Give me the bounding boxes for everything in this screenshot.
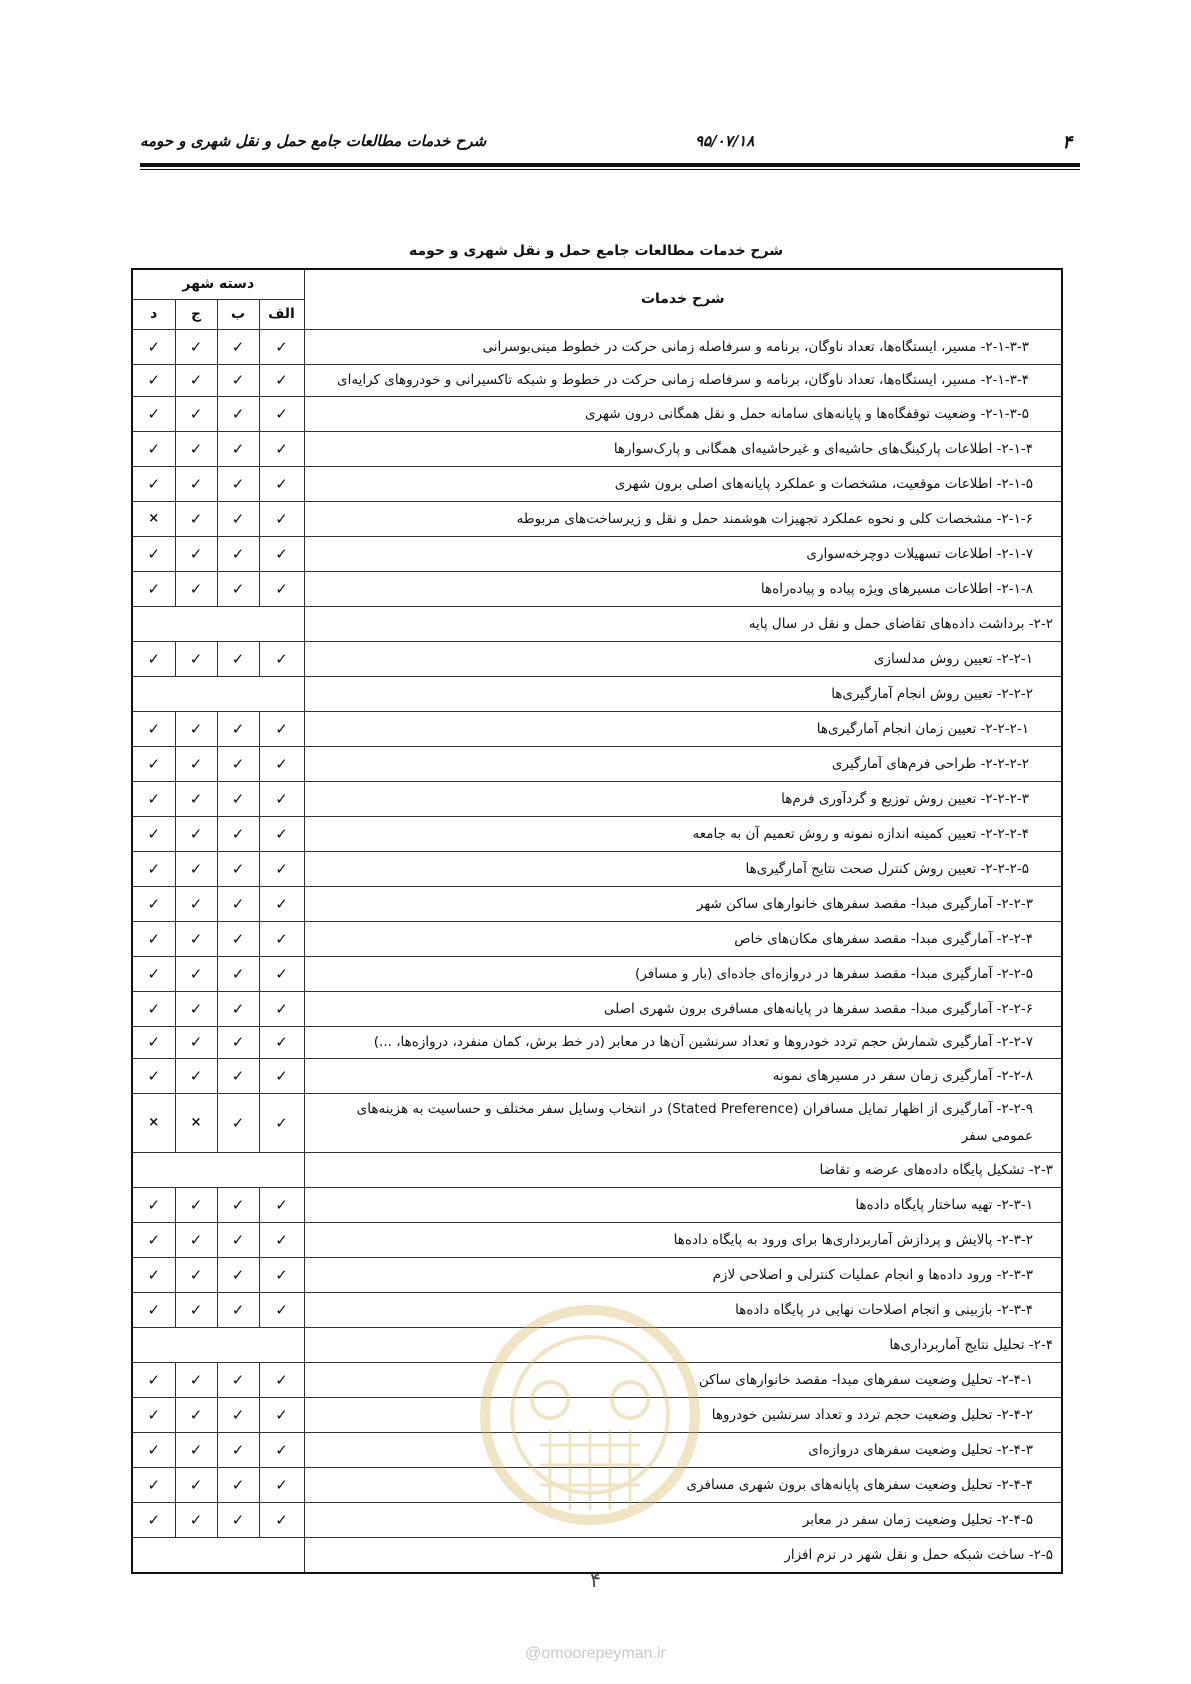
mark-be-cell: ✓ bbox=[217, 641, 259, 676]
services-table-body bbox=[132, 329, 1062, 1573]
mark-be-cell: ✓ bbox=[217, 991, 259, 1026]
service-description: ۲-۴- تحلیل نتایج آماربرداری‌ها bbox=[304, 1327, 1062, 1362]
mark-be-cell: ✓ bbox=[217, 1187, 259, 1222]
service-description: ۲-۴-۲- تحلیل وضعیت حجم تردد و تعداد سرنشین خودروها bbox=[304, 1397, 1062, 1432]
service-description: ۲-۱-۸- اطلاعات مسیرهای ویژه پیاده و پیاده‌راه‌ها bbox=[304, 571, 1062, 606]
table-row bbox=[132, 676, 1062, 711]
table-row bbox=[132, 1467, 1062, 1502]
table-row bbox=[132, 1397, 1062, 1432]
mark-be-cell: ✓ bbox=[217, 501, 259, 536]
mark-alef-cell: ✓ bbox=[259, 746, 304, 781]
mark-dal-cell: ✓ bbox=[132, 329, 175, 364]
mark-dal-cell: ✓ bbox=[132, 1222, 175, 1257]
mark-dal-cell: ✓ bbox=[132, 466, 175, 501]
mark-dal-cell: ✓ bbox=[132, 956, 175, 991]
mark-alef-cell: ✓ bbox=[259, 991, 304, 1026]
table-row bbox=[132, 816, 1062, 851]
table-caption: شرح خدمات مطالعات جامع حمل و نقل شهری و حومه bbox=[408, 243, 783, 259]
mark-be-cell: ✓ bbox=[217, 1432, 259, 1467]
mark-dal-cell: ✓ bbox=[132, 781, 175, 816]
table-row bbox=[132, 1187, 1062, 1222]
mark-dal-cell: ✓ bbox=[132, 431, 175, 466]
mark-alef-cell: ✓ bbox=[259, 1187, 304, 1222]
table-row bbox=[132, 431, 1062, 466]
service-description: ۲-۱-۵- اطلاعات موقعیت، مشخصات و عملکرد پایانه‌های اصلی برون شهری bbox=[304, 466, 1062, 501]
footer-watermark-url: @omoorepeyman.ir bbox=[525, 1645, 666, 1662]
services-table-wrapper bbox=[131, 268, 1061, 1574]
mark-jim-cell: ✓ bbox=[175, 1467, 217, 1502]
service-description: ۲-۲-۲-۲- طراحی فرم‌های آمارگیری bbox=[304, 746, 1062, 781]
table-row bbox=[132, 1362, 1062, 1397]
page-header bbox=[140, 128, 1080, 158]
service-description: ۲-۳-۳- ورود داده‌ها و انجام عملیات کنترلی و اصلاحی لازم bbox=[304, 1257, 1062, 1292]
table-row bbox=[132, 1257, 1062, 1292]
mark-jim-cell: ✓ bbox=[175, 329, 217, 364]
mark-dal-cell: ✓ bbox=[132, 1257, 175, 1292]
table-row bbox=[132, 1152, 1062, 1187]
mark-jim-cell: ✓ bbox=[175, 746, 217, 781]
empty-category-cell bbox=[132, 606, 304, 641]
mark-dal-cell: ✓ bbox=[132, 1432, 175, 1467]
mark-alef-cell: ✓ bbox=[259, 501, 304, 536]
mark-alef-cell: ✓ bbox=[259, 1397, 304, 1432]
table-row bbox=[132, 1432, 1062, 1467]
mark-alef-cell: ✓ bbox=[259, 816, 304, 851]
mark-jim-cell: ✓ bbox=[175, 641, 217, 676]
mark-dal-cell: ✓ bbox=[132, 641, 175, 676]
mark-alef-cell: ✓ bbox=[259, 956, 304, 991]
service-description: ۲-۳- تشکیل پایگاه داده‌های عرضه و تقاضا bbox=[304, 1152, 1062, 1187]
mark-be-cell: ✓ bbox=[217, 816, 259, 851]
mark-jim-cell: ✓ bbox=[175, 1397, 217, 1432]
mark-be-cell: ✓ bbox=[217, 1026, 259, 1058]
mark-jim-cell: ✓ bbox=[175, 1432, 217, 1467]
mark-jim-cell: ✓ bbox=[175, 956, 217, 991]
mark-alef-cell: ✓ bbox=[259, 364, 304, 396]
service-description: ۲-۲-۸- آمارگیری زمان سفر در مسیرهای نمونه bbox=[304, 1058, 1062, 1093]
header-rule-thin bbox=[140, 169, 1080, 170]
service-description: ۲-۲-۲-۵- تعیین روش کنترل صحت نتایج آمارگیری‌ها bbox=[304, 851, 1062, 886]
mark-dal-cell: ✓ bbox=[132, 816, 175, 851]
service-description: ۲-۳-۲- پالایش و پردازش آماربرداری‌ها برای ورود به پایگاه داده‌ها bbox=[304, 1222, 1062, 1257]
service-description: ۲-۳-۴- بازبینی و انجام اصلاحات نهایی در پایگاه داده‌ها bbox=[304, 1292, 1062, 1327]
mark-jim-cell: ✓ bbox=[175, 816, 217, 851]
service-description: ۲-۲-۷- آمارگیری شمارش حجم تردد خودروها و تعداد سرنشین آن‌ها در معابر (در خط برش، کمان منفرد، دروازه‌ها، ...) bbox=[304, 1026, 1062, 1058]
mark-alef-cell: ✓ bbox=[259, 711, 304, 746]
table-row bbox=[132, 1058, 1062, 1093]
mark-alef-cell: ✓ bbox=[259, 1026, 304, 1058]
mark-jim-cell: ✓ bbox=[175, 1257, 217, 1292]
mark-dal-cell: ✓ bbox=[132, 1362, 175, 1397]
service-description: ۲-۳-۱- تهیه ساختار پایگاه داده‌ها bbox=[304, 1187, 1062, 1222]
mark-jim-cell: ✓ bbox=[175, 1502, 217, 1537]
service-description: ۲-۲-۲-۱- تعیین زمان انجام آمارگیری‌ها bbox=[304, 711, 1062, 746]
col-jim-header: ج bbox=[175, 299, 217, 329]
mark-jim-cell: ✓ bbox=[175, 1292, 217, 1327]
mark-dal-cell: ✓ bbox=[132, 746, 175, 781]
mark-dal-cell: ✓ bbox=[132, 921, 175, 956]
mark-be-cell: ✓ bbox=[217, 466, 259, 501]
header-rule-thick bbox=[140, 163, 1080, 167]
mark-dal-cell: ✓ bbox=[132, 1058, 175, 1093]
mark-be-cell: ✓ bbox=[217, 1397, 259, 1432]
mark-jim-cell: ✓ bbox=[175, 921, 217, 956]
empty-category-cell bbox=[132, 1327, 304, 1362]
header-title: شرح خدمات مطالعات جامع حمل و نقل شهری و حومه bbox=[140, 132, 487, 150]
mark-jim-cell: ✓ bbox=[175, 991, 217, 1026]
mark-be-cell: ✓ bbox=[217, 1093, 259, 1152]
service-description: ۲-۲-۴- آمارگیری مبدا- مقصد سفرهای مکان‌های خاص bbox=[304, 921, 1062, 956]
mark-be-cell: ✓ bbox=[217, 431, 259, 466]
table-row bbox=[132, 921, 1062, 956]
service-description: ۲-۱-۴- اطلاعات پارکینگ‌های حاشیه‌ای و غیرحاشیه‌ای همگانی و پارک‌سوارها bbox=[304, 431, 1062, 466]
table-row bbox=[132, 536, 1062, 571]
mark-be-cell: ✓ bbox=[217, 1257, 259, 1292]
table-row bbox=[132, 746, 1062, 781]
mark-be-cell: ✓ bbox=[217, 711, 259, 746]
mark-be-cell: ✓ bbox=[217, 781, 259, 816]
service-description: ۲-۴-۱- تحلیل وضعیت سفرهای مبدا- مقصد خانوارهای ساکن bbox=[304, 1362, 1062, 1397]
mark-alef-cell: ✓ bbox=[259, 851, 304, 886]
services-table bbox=[131, 268, 1063, 1574]
mark-dal-cell: ✓ bbox=[132, 1467, 175, 1502]
service-description: ۲-۴-۵- تحلیل وضعیت زمان سفر در معابر bbox=[304, 1502, 1062, 1537]
mark-jim-cell: ✓ bbox=[175, 886, 217, 921]
mark-alef-cell: ✓ bbox=[259, 1222, 304, 1257]
table-row bbox=[132, 1222, 1062, 1257]
mark-dal-cell: ✓ bbox=[132, 571, 175, 606]
mark-jim-cell: ✓ bbox=[175, 711, 217, 746]
mark-alef-cell: ✓ bbox=[259, 1467, 304, 1502]
service-description: ۲-۵- ساخت شبکه حمل و نقل شهر در نرم افزار bbox=[304, 1537, 1062, 1573]
mark-dal-cell: ✓ bbox=[132, 711, 175, 746]
mark-alef-cell: ✓ bbox=[259, 1362, 304, 1397]
mark-jim-cell: ✓ bbox=[175, 571, 217, 606]
mark-dal-cell: ✓ bbox=[132, 991, 175, 1026]
table-row bbox=[132, 466, 1062, 501]
mark-alef-cell: ✓ bbox=[259, 921, 304, 956]
table-row bbox=[132, 606, 1062, 641]
city-category-header: دسته شهر bbox=[132, 269, 304, 299]
mark-dal-cell: × bbox=[132, 1093, 175, 1152]
mark-dal-cell: ✓ bbox=[132, 1502, 175, 1537]
col-alef-header: الف bbox=[259, 299, 304, 329]
mark-dal-cell: ✓ bbox=[132, 1292, 175, 1327]
mark-jim-cell: ✓ bbox=[175, 1058, 217, 1093]
mark-be-cell: ✓ bbox=[217, 1502, 259, 1537]
mark-dal-cell: ✓ bbox=[132, 851, 175, 886]
service-description: ۲-۲-۲-۳- تعیین روش توزیع و گردآوری فرم‌ها bbox=[304, 781, 1062, 816]
service-description: ۲-۱-۳-۵- وضعیت توقفگاه‌ها و پایانه‌های سامانه حمل و نقل همگانی درون شهری bbox=[304, 396, 1062, 431]
mark-alef-cell: ✓ bbox=[259, 329, 304, 364]
mark-be-cell: ✓ bbox=[217, 329, 259, 364]
mark-dal-cell: ✓ bbox=[132, 886, 175, 921]
mark-dal-cell: ✓ bbox=[132, 536, 175, 571]
mark-jim-cell: ✓ bbox=[175, 466, 217, 501]
mark-dal-cell: × bbox=[132, 501, 175, 536]
mark-dal-cell: ✓ bbox=[132, 1026, 175, 1058]
mark-jim-cell: × bbox=[175, 1093, 217, 1152]
mark-be-cell: ✓ bbox=[217, 396, 259, 431]
table-row bbox=[132, 501, 1062, 536]
mark-alef-cell: ✓ bbox=[259, 1292, 304, 1327]
footer-page-number: ۴ bbox=[590, 1568, 601, 1592]
table-row bbox=[132, 851, 1062, 886]
table-row bbox=[132, 1093, 1062, 1152]
header-date: ۹۵/۰۷/۱۸ bbox=[695, 132, 755, 150]
mark-be-cell: ✓ bbox=[217, 956, 259, 991]
service-description: ۲-۲-۲-۴- تعیین کمینه اندازه نمونه و روش تعمیم آن به جامعه bbox=[304, 816, 1062, 851]
mark-alef-cell: ✓ bbox=[259, 1432, 304, 1467]
table-row bbox=[132, 1292, 1062, 1327]
service-description: ۲-۲-۳- آمارگیری مبدا- مقصد سفرهای خانوارهای ساکن شهر bbox=[304, 886, 1062, 921]
mark-alef-cell: ✓ bbox=[259, 431, 304, 466]
table-row bbox=[132, 956, 1062, 991]
mark-jim-cell: ✓ bbox=[175, 501, 217, 536]
mark-be-cell: ✓ bbox=[217, 1058, 259, 1093]
table-row bbox=[132, 1026, 1062, 1058]
service-description: ۲-۱-۷- اطلاعات تسهیلات دوچرخه‌سواری bbox=[304, 536, 1062, 571]
header-page-number: ۴ bbox=[1062, 132, 1072, 153]
mark-alef-cell: ✓ bbox=[259, 1502, 304, 1537]
empty-category-cell bbox=[132, 1152, 304, 1187]
mark-alef-cell: ✓ bbox=[259, 396, 304, 431]
mark-be-cell: ✓ bbox=[217, 364, 259, 396]
table-row bbox=[132, 396, 1062, 431]
mark-alef-cell: ✓ bbox=[259, 1257, 304, 1292]
mark-be-cell: ✓ bbox=[217, 1467, 259, 1502]
mark-alef-cell: ✓ bbox=[259, 886, 304, 921]
mark-jim-cell: ✓ bbox=[175, 851, 217, 886]
mark-jim-cell: ✓ bbox=[175, 1222, 217, 1257]
mark-dal-cell: ✓ bbox=[132, 364, 175, 396]
service-description: ۲-۲- برداشت داده‌های تقاضای حمل و نقل در سال پایه bbox=[304, 606, 1062, 641]
mark-be-cell: ✓ bbox=[217, 851, 259, 886]
mark-dal-cell: ✓ bbox=[132, 396, 175, 431]
table-row bbox=[132, 571, 1062, 606]
mark-be-cell: ✓ bbox=[217, 536, 259, 571]
table-row bbox=[132, 329, 1062, 364]
table-row bbox=[132, 781, 1062, 816]
table-row bbox=[132, 991, 1062, 1026]
service-description: ۲-۲-۹- آمارگیری از اظهار تمایل مسافران (Stated Preference) در انتخاب وسایل سفر مختلف و حساسیت به هزینه‌های عمومی سفر bbox=[304, 1093, 1062, 1152]
mark-jim-cell: ✓ bbox=[175, 1362, 217, 1397]
table-row bbox=[132, 641, 1062, 676]
mark-alef-cell: ✓ bbox=[259, 641, 304, 676]
table-row bbox=[132, 711, 1062, 746]
service-description: ۲-۴-۳- تحلیل وضعیت سفرهای دروازه‌ای bbox=[304, 1432, 1062, 1467]
service-description: ۲-۲-۵- آمارگیری مبدا- مقصد سفرها در دروازه‌ای جاده‌ای (بار و مسافر) bbox=[304, 956, 1062, 991]
col-be-header: ب bbox=[217, 299, 259, 329]
mark-be-cell: ✓ bbox=[217, 571, 259, 606]
mark-be-cell: ✓ bbox=[217, 746, 259, 781]
service-description: ۲-۱-۳-۳- مسیر، ایستگاه‌ها، تعداد ناوگان، برنامه و سرفاصله زمانی حرکت در خطوط مینی‌بوسرانی bbox=[304, 329, 1062, 364]
col-dal-header: د bbox=[132, 299, 175, 329]
mark-be-cell: ✓ bbox=[217, 1222, 259, 1257]
mark-jim-cell: ✓ bbox=[175, 536, 217, 571]
mark-jim-cell: ✓ bbox=[175, 781, 217, 816]
mark-alef-cell: ✓ bbox=[259, 1058, 304, 1093]
service-description: ۲-۱-۳-۴- مسیر، ایستگاه‌ها، تعداد ناوگان، برنامه و سرفاصله زمانی حرکت در خطوط و شبکه تاکسیرانی و خودروهای کرایه‌ای bbox=[304, 364, 1062, 396]
empty-category-cell bbox=[132, 676, 304, 711]
mark-jim-cell: ✓ bbox=[175, 1026, 217, 1058]
table-row bbox=[132, 364, 1062, 396]
mark-be-cell: ✓ bbox=[217, 1292, 259, 1327]
mark-be-cell: ✓ bbox=[217, 1362, 259, 1397]
mark-be-cell: ✓ bbox=[217, 886, 259, 921]
mark-be-cell: ✓ bbox=[217, 921, 259, 956]
mark-jim-cell: ✓ bbox=[175, 364, 217, 396]
table-row bbox=[132, 1502, 1062, 1537]
table-row bbox=[132, 886, 1062, 921]
mark-jim-cell: ✓ bbox=[175, 431, 217, 466]
mark-alef-cell: ✓ bbox=[259, 466, 304, 501]
table-row bbox=[132, 1327, 1062, 1362]
mark-alef-cell: ✓ bbox=[259, 781, 304, 816]
service-description: ۲-۲-۶- آمارگیری مبدا- مقصد سفرها در پایانه‌های مسافری برون شهری اصلی bbox=[304, 991, 1062, 1026]
mark-dal-cell: ✓ bbox=[132, 1397, 175, 1432]
service-description: ۲-۴-۴- تحلیل وضعیت سفرهای پایانه‌های برون شهری مسافری bbox=[304, 1467, 1062, 1502]
service-description: ۲-۱-۶- مشخصات کلی و نحوه عملکرد تجهیزات هوشمند حمل و نقل و زیرساخت‌های مربوطه bbox=[304, 501, 1062, 536]
service-description: ۲-۲-۲- تعیین روش انجام آمارگیری‌ها bbox=[304, 676, 1062, 711]
mark-alef-cell: ✓ bbox=[259, 536, 304, 571]
description-header: شرح خدمات bbox=[304, 269, 1062, 329]
mark-dal-cell: ✓ bbox=[132, 1187, 175, 1222]
mark-jim-cell: ✓ bbox=[175, 1187, 217, 1222]
service-description: ۲-۲-۱- تعیین روش مدلسازی bbox=[304, 641, 1062, 676]
mark-alef-cell: ✓ bbox=[259, 1093, 304, 1152]
mark-alef-cell: ✓ bbox=[259, 571, 304, 606]
mark-jim-cell: ✓ bbox=[175, 396, 217, 431]
